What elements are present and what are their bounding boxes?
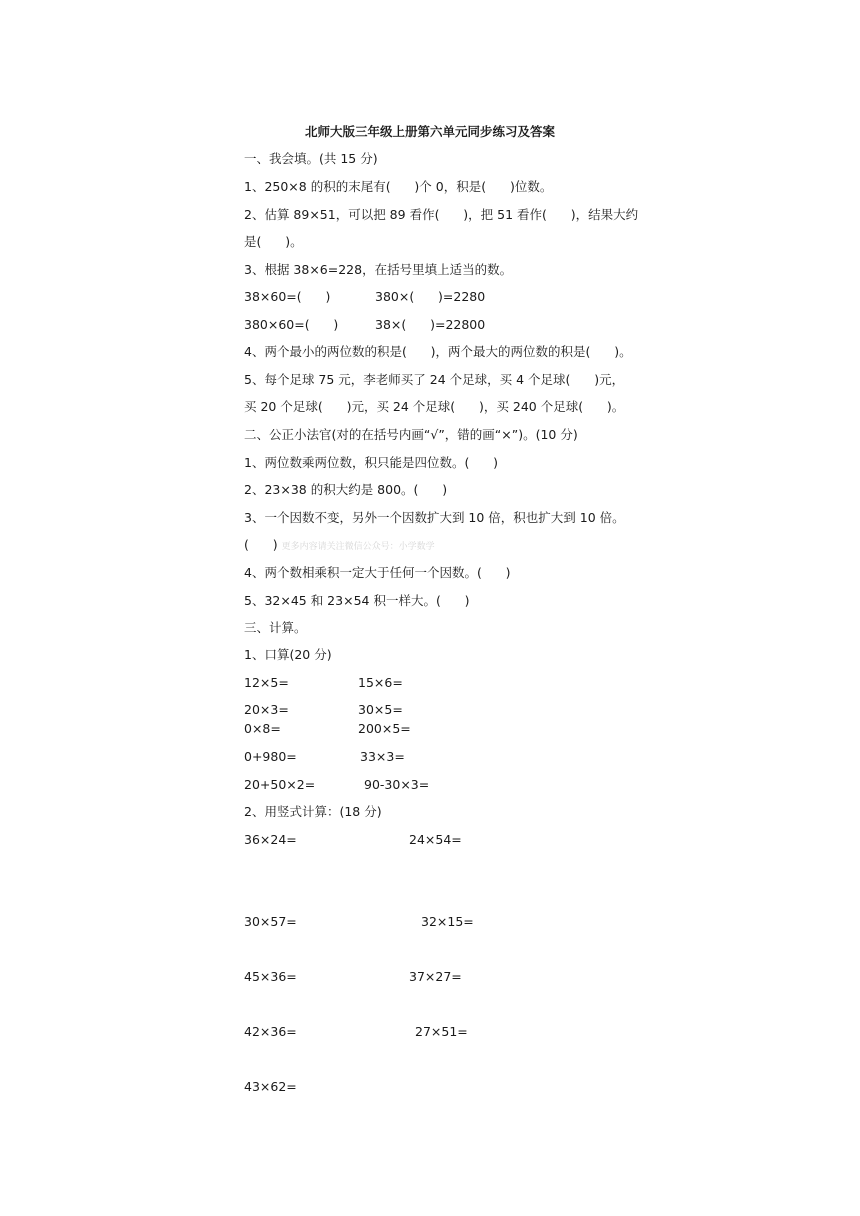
vertical-item: 27×51= [415,1024,468,1039]
vertical-item: 32×15= [421,914,474,929]
oral-item: 200×5= [358,721,411,736]
vertical-item: 30×57= [244,914,297,929]
question-2-1: 1、两位数乘两位数，积只能是四位数。( ) [244,455,499,470]
oral-item: 12×5= [244,675,289,690]
watermark-text: 更多内容请关注微信公众号：小学数学 [281,542,435,552]
oral-item: 15×6= [358,675,403,690]
question-2-3a: 3、一个因数不变，另外一个因数扩大到 10 倍，积也扩大到 10 倍。 [244,510,625,525]
vertical-item: 45×36= [244,969,297,984]
question-1-2b: 是( )。 [244,234,303,249]
question-1-1: 1、250×8 的积的末尾有( )个 0，积是( )位数。 [244,179,553,194]
vertical-item: 43×62= [244,1079,297,1094]
question-2-4: 4、两个数相乘积一定大于任何一个因数。( ) [244,565,511,580]
question-1-5a: 5、每个足球 75 元，李老师买了 24 个足球，买 4 个足球( )元， [244,372,625,387]
question-1-4: 4、两个最小的两位数的积是( )，两个最大的两位数的积是( )。 [244,344,632,359]
vertical-item: 42×36= [244,1024,297,1039]
oral-item: 0×8= [244,721,281,736]
question-1-3-row2-b: 38×( )=22800 [375,317,486,332]
vertical-calc-heading: 2、用竖式计算：(18 分) [244,804,382,819]
oral-calc-heading: 1、口算(20 分) [244,647,332,662]
question-1-3-row1-b: 380×( )=2280 [375,289,486,304]
question-2-3b [244,537,435,555]
question-2-5: 5、32×45 和 23×54 积一样大。( ) [244,593,470,608]
vertical-item: 36×24= [244,832,297,847]
section-2-heading: 二、公正小法官(对的在括号内画“√”，错的画“×”)。(10 分) [244,427,578,442]
question-1-3-row2-a: 380×60=( ) [244,317,339,332]
vertical-item: 24×54= [409,832,462,847]
page-title: 北师大版三年级上册第六单元同步练习及答案 [305,124,556,139]
oral-item: 0+980= [244,749,297,764]
vertical-item: 37×27= [409,969,462,984]
question-1-3-row1-a: 38×60=( ) [244,289,331,304]
question-1-3: 3、根据 38×6=228，在括号里填上适当的数。 [244,262,513,277]
question-1-2a: 2、估算 89×51，可以把 89 看作( )，把 51 看作( )，结果大约 [244,207,639,222]
oral-item: 90-30×3= [364,777,430,792]
question-1-5b: 买 20 个足球( )元，买 24 个足球( )，买 240 个足球( )。 [244,399,625,414]
section-1-heading: 一、我会填。(共 15 分) [244,151,378,166]
section-3-heading: 三、计算。 [244,620,307,635]
oral-item: 20+50×2= [244,777,316,792]
oral-item: 20×3= [244,702,289,717]
question-2-3b-bracket: ( ) [244,537,278,552]
question-2-2: 2、23×38 的积大约是 800。( ) [244,482,448,497]
oral-item: 30×5= [358,702,403,717]
oral-item: 33×3= [360,749,405,764]
